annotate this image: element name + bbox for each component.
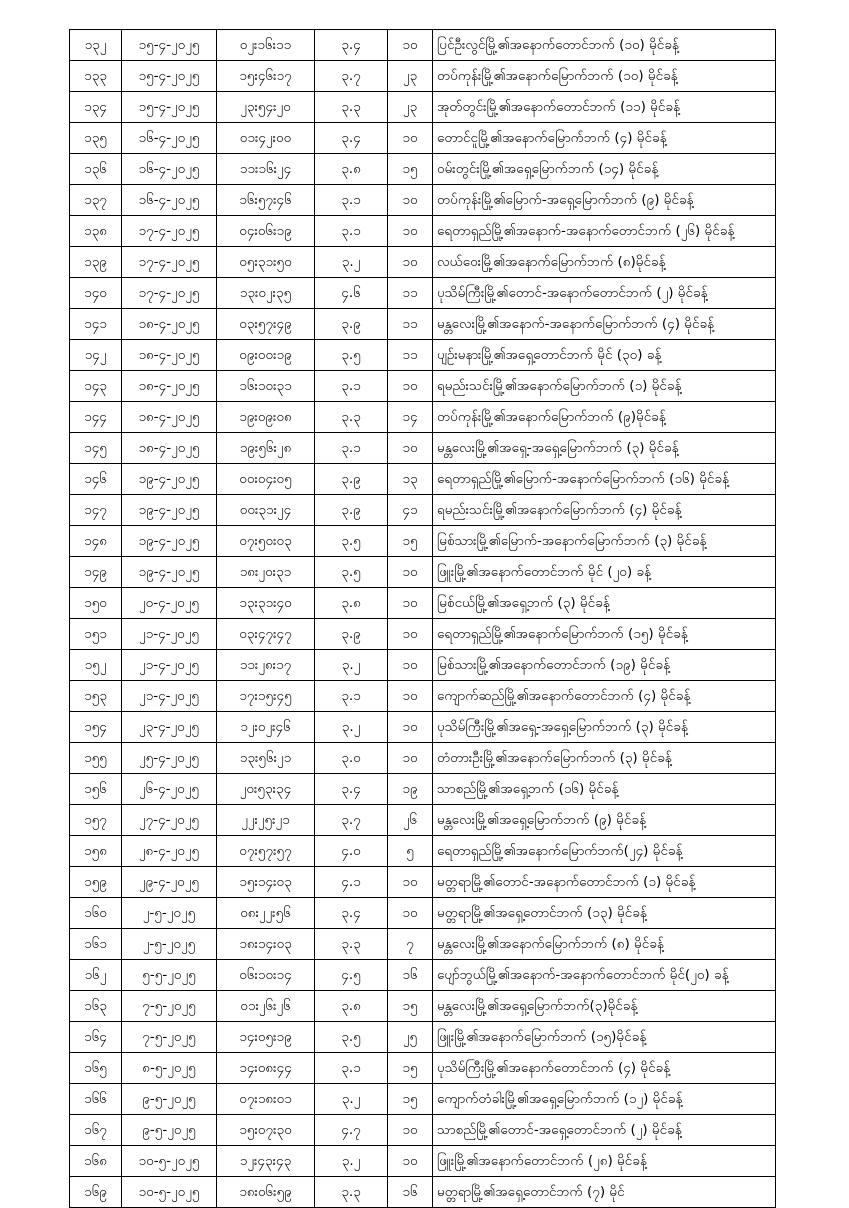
event-magnitude: ၄.၇ xyxy=(315,1115,388,1146)
event-depth: ၁၉ xyxy=(388,774,433,805)
event-date: ၂၉-၄-၂၀၂၅ xyxy=(122,867,217,898)
event-magnitude: ၃.၇ xyxy=(315,805,388,836)
table-row xyxy=(70,30,776,61)
row-number: ၁၆၅ xyxy=(70,1053,122,1084)
table-row xyxy=(70,1084,776,1115)
event-location: တပ်ကုန်းမြို့၏အနောက်မြောက်ဘက် (၁၀) မိုင်ခန့် xyxy=(433,61,776,92)
event-magnitude: ၃.၅ xyxy=(315,340,388,371)
event-location: ရေတာရှည်မြို့၏အနောက်မြောက်ဘက်(၂၄) မိုင်ခန့် xyxy=(433,836,776,867)
event-depth: ၁၅ xyxy=(388,526,433,557)
row-number: ၁၆၇ xyxy=(70,1115,122,1146)
table-row xyxy=(70,402,776,433)
event-depth: ၁၅ xyxy=(388,154,433,185)
event-magnitude: ၃.၃ xyxy=(315,1177,388,1208)
row-number: ၁၆၀ xyxy=(70,898,122,929)
row-number: ၁၅၄ xyxy=(70,712,122,743)
event-magnitude: ၃.၄ xyxy=(315,898,388,929)
event-location: ရေတာရှည်မြို့၏အနောက်မြောက်ဘက် (၁၅) မိုင်ခန့် xyxy=(433,619,776,650)
event-location: ရေတာရှည်မြို့၏မြောက်-အနောက်မြောက်ဘက် (၁၆) မိုင်ခန့် xyxy=(433,464,776,495)
event-location: တပ်ကုန်းမြို့၏မြောက်-အရှေ့မြောက်ဘက် (၉) မိုင်ခန့် xyxy=(433,185,776,216)
table-row xyxy=(70,588,776,619)
event-location: မန္တလေးမြို့၏အရှေ့မြောက်ဘက်(၃)မိုင်ခန့် xyxy=(433,991,776,1022)
row-number: ၁၄၂ xyxy=(70,340,122,371)
table-row xyxy=(70,619,776,650)
row-number: ၁၃၈ xyxy=(70,216,122,247)
row-number: ၁၅၈ xyxy=(70,836,122,867)
event-magnitude: ၃.၇ xyxy=(315,61,388,92)
event-time: ၀၅း၃၁း၅၀ xyxy=(217,247,315,278)
event-date: ၁၈-၄-၂၀၂၅ xyxy=(122,309,217,340)
event-depth: ၁၀ xyxy=(388,433,433,464)
event-magnitude: ၃.၄ xyxy=(315,123,388,154)
earthquake-log-table xyxy=(69,29,776,1208)
event-depth: ၁၀ xyxy=(388,30,433,61)
row-number: ၁၆၂ xyxy=(70,960,122,991)
event-depth: ၁၀ xyxy=(388,898,433,929)
table-row xyxy=(70,340,776,371)
table-row xyxy=(70,278,776,309)
event-time: ၁၈း၀၆း၅၉ xyxy=(217,1177,315,1208)
event-depth: ၄၁ xyxy=(388,495,433,526)
event-location: ပုသိမ်ကြီးမြို့၏အရှေ့-အရှေ့မြောက်ဘက် (၃) မိုင်ခန့် xyxy=(433,712,776,743)
event-location: ဝမ်းတွင်းမြို့၏အရှေ့မြောက်ဘက် (၁၄) မိုင်ခန့် xyxy=(433,154,776,185)
event-location: ကျောက်ဆည်မြို့၏အနောက်တောင်ဘက် (၄) မိုင်ခန့် xyxy=(433,681,776,712)
event-location: မန္တလေးမြို့၏အရှေ့-အရှေ့မြောက်ဘက် (၃) မိုင်ခန့် xyxy=(433,433,776,464)
event-date: ၂၁-၄-၂၀၂၅ xyxy=(122,681,217,712)
row-number: ၁၆၁ xyxy=(70,929,122,960)
event-magnitude: ၃.၉ xyxy=(315,619,388,650)
row-number: ၁၃၂ xyxy=(70,30,122,61)
event-magnitude: ၃.၈ xyxy=(315,991,388,1022)
event-depth: ၁၀ xyxy=(388,867,433,898)
event-time: ၂၂း၂၅း၂၁ xyxy=(217,805,315,836)
row-number: ၁၅၂ xyxy=(70,650,122,681)
event-location: မန္တလေးမြို့၏အနောက်မြောက်ဘက် (၈) မိုင်ခန့် xyxy=(433,929,776,960)
event-location: သာစည်မြို့၏အရှေ့ဘက် (၁၆) မိုင်ခန့် xyxy=(433,774,776,805)
event-depth: ၁၀ xyxy=(388,681,433,712)
event-location: မြစ်သားမြို့၏အနောက်တောင်ဘက် (၁၉) မိုင်ခန့် xyxy=(433,650,776,681)
table-row xyxy=(70,123,776,154)
event-time: ၁၆း၁၀း၃၁ xyxy=(217,371,315,402)
event-magnitude: ၃.၅ xyxy=(315,526,388,557)
event-magnitude: ၃.၉ xyxy=(315,464,388,495)
event-depth: ၁၀ xyxy=(388,123,433,154)
event-time: ၂၀း၅၃း၃၄ xyxy=(217,774,315,805)
row-number: ၁၅၀ xyxy=(70,588,122,619)
table-row xyxy=(70,247,776,278)
earthquake-log-page xyxy=(69,29,775,1208)
table-row xyxy=(70,464,776,495)
row-number: ၁၄၀ xyxy=(70,278,122,309)
table-row xyxy=(70,712,776,743)
event-magnitude: ၄.၁ xyxy=(315,867,388,898)
event-location: အုတ်တွင်းမြို့၏အနောက်တောင်ဘက် (၁၁) မိုင်ခန့် xyxy=(433,92,776,123)
event-magnitude: ၃.၉ xyxy=(315,309,388,340)
event-magnitude: ၄.၆ xyxy=(315,278,388,309)
event-depth: ၁၀ xyxy=(388,743,433,774)
event-depth: ၁၆ xyxy=(388,960,433,991)
event-magnitude: ၃.၈ xyxy=(315,154,388,185)
table-row xyxy=(70,92,776,123)
event-time: ၁၁း၂၈း၁၇ xyxy=(217,650,315,681)
event-date: ၈-၅-၂၀၂၅ xyxy=(122,1053,217,1084)
event-location: ပျဉ်းမနားမြို့၏အရှေ့တောင်ဘက် မိုင် (၃၀) ခန့် xyxy=(433,340,776,371)
event-depth: ၁၆ xyxy=(388,1177,433,1208)
event-date: ၁၆-၄-၂၀၂၅ xyxy=(122,185,217,216)
event-time: ၁၉း၅၆း၂၈ xyxy=(217,433,315,464)
event-date: ၂၁-၄-၂၀၂၅ xyxy=(122,619,217,650)
event-location: လယ်ဝေးမြို့၏အနောက်မြောက်ဘက် (၈)မိုင်ခန့် xyxy=(433,247,776,278)
event-date: ၁၇-၄-၂၀၂၅ xyxy=(122,247,217,278)
table-row xyxy=(70,650,776,681)
event-date: ၂၇-၄-၂၀၂၅ xyxy=(122,805,217,836)
event-time: ၁၂း၄၃း၄၃ xyxy=(217,1146,315,1177)
event-date: ၇-၅-၂၀၂၅ xyxy=(122,1022,217,1053)
event-depth: ၁၁ xyxy=(388,278,433,309)
event-depth: ၁၀ xyxy=(388,1146,433,1177)
event-time: ၀၇း၅၇း၅၇ xyxy=(217,836,315,867)
event-date: ၁၅-၄-၂၀၂၅ xyxy=(122,30,217,61)
event-location: မတ္တရာမြို့၏အရှေ့တောင်ဘက် (၇) မိုင် xyxy=(433,1177,776,1208)
event-depth: ၁၀ xyxy=(388,185,433,216)
event-magnitude: ၃.၃ xyxy=(315,92,388,123)
event-magnitude: ၃.၁ xyxy=(315,681,388,712)
event-time: ၁၃း၃၁း၄၀ xyxy=(217,588,315,619)
event-magnitude: ၃.၅ xyxy=(315,1022,388,1053)
event-time: ၁၅း၀၇း၃၀ xyxy=(217,1115,315,1146)
row-number: ၁၆၉ xyxy=(70,1177,122,1208)
event-time: ၁၈း၁၄း၀၃ xyxy=(217,929,315,960)
row-number: ၁၄၁ xyxy=(70,309,122,340)
event-time: ၀၆း၁၀း၁၄ xyxy=(217,960,315,991)
event-location: ပုသိမ်ကြီးမြို့၏တောင်-အနောက်တောင်ဘက် (၂) မိုင်ခန့် xyxy=(433,278,776,309)
event-date: ၂-၅-၂၀၂၅ xyxy=(122,929,217,960)
event-depth: ၁၀ xyxy=(388,557,433,588)
row-number: ၁၅၃ xyxy=(70,681,122,712)
event-location: ပျော်ဘွယ်မြို့၏အနောက်-အနောက်တောင်ဘက် မိုင်(၂၀) ခန့် xyxy=(433,960,776,991)
event-magnitude: ၃.၈ xyxy=(315,588,388,619)
table-row xyxy=(70,154,776,185)
row-number: ၁၄၅ xyxy=(70,433,122,464)
event-depth: ၁၀ xyxy=(388,247,433,278)
table-row xyxy=(70,371,776,402)
event-date: ၂၈-၄-၂၀၂၅ xyxy=(122,836,217,867)
table-row xyxy=(70,929,776,960)
table-row xyxy=(70,526,776,557)
event-depth: ၁၀ xyxy=(388,371,433,402)
event-date: ၉-၅-၂၀၂၅ xyxy=(122,1115,217,1146)
event-depth: ၁၅ xyxy=(388,1053,433,1084)
table-row xyxy=(70,1146,776,1177)
event-location: တောင်ငူမြို့၏အနောက်မြောက်ဘက် (၄) မိုင်ခန့် xyxy=(433,123,776,154)
event-magnitude: ၃.၂ xyxy=(315,1084,388,1115)
event-time: ၀၃း၄၇း၄၇ xyxy=(217,619,315,650)
event-time: ၁၁း၁၆း၂၄ xyxy=(217,154,315,185)
event-location: မြစ်ငယ်မြို့၏အရှေ့ဘက် (၃) မိုင်ခန့် xyxy=(433,588,776,619)
event-time: ၀၉း၀၀း၁၉ xyxy=(217,340,315,371)
table-row xyxy=(70,805,776,836)
event-magnitude: ၃.၁ xyxy=(315,433,388,464)
row-number: ၁၃၃ xyxy=(70,61,122,92)
table-row xyxy=(70,681,776,712)
event-depth: ၂၃ xyxy=(388,92,433,123)
row-number: ၁၄၉ xyxy=(70,557,122,588)
event-depth: ၁၀ xyxy=(388,588,433,619)
table-row xyxy=(70,1022,776,1053)
event-date: ၁၉-၄-၂၀၂၅ xyxy=(122,526,217,557)
event-date: ၁၉-၄-၂၀၂၅ xyxy=(122,557,217,588)
event-time: ၁၂း၀၂း၄၆ xyxy=(217,712,315,743)
row-number: ၁၅၅ xyxy=(70,743,122,774)
event-depth: ၁၄ xyxy=(388,402,433,433)
event-time: ၁၄း၀၅း၁၉ xyxy=(217,1022,315,1053)
event-depth: ၁၁ xyxy=(388,309,433,340)
event-time: ၁၃း၅၆း၂၁ xyxy=(217,743,315,774)
table-row xyxy=(70,557,776,588)
event-magnitude: ၃.၁ xyxy=(315,371,388,402)
event-magnitude: ၃.၁ xyxy=(315,185,388,216)
event-date: ၁၈-၄-၂၀၂၅ xyxy=(122,402,217,433)
event-time: ၀၇း၅၀း၀၃ xyxy=(217,526,315,557)
event-date: ၉-၅-၂၀၂၅ xyxy=(122,1084,217,1115)
table-row xyxy=(70,61,776,92)
row-number: ၁၆၃ xyxy=(70,991,122,1022)
row-number: ၁၆၆ xyxy=(70,1084,122,1115)
event-depth: ၁၀ xyxy=(388,712,433,743)
row-number: ၁၅၁ xyxy=(70,619,122,650)
event-depth: ၇ xyxy=(388,929,433,960)
event-location: ပုသိမ်ကြီးမြို့၏အနောက်တောင်ဘက် (၄) မိုင်ခန့် xyxy=(433,1053,776,1084)
table-row xyxy=(70,960,776,991)
event-date: ၁၅-၄-၂၀၂၅ xyxy=(122,92,217,123)
event-depth: ၂၃ xyxy=(388,61,433,92)
event-location: ဖြူးမြို့၏အနောက်မြောက်ဘက် (၁၅)မိုင်ခန့် xyxy=(433,1022,776,1053)
event-time: ၀၄း၀၆း၁၉ xyxy=(217,216,315,247)
event-magnitude: ၃.၅ xyxy=(315,557,388,588)
event-magnitude: ၃.၀ xyxy=(315,743,388,774)
event-location: မတ္တရာမြို့၏တောင်-အနောက်တောင်ဘက် (၁) မိုင်ခန့် xyxy=(433,867,776,898)
event-depth: ၁၃ xyxy=(388,464,433,495)
row-number: ၁၄၇ xyxy=(70,495,122,526)
event-date: ၁၈-၄-၂၀၂၅ xyxy=(122,340,217,371)
event-magnitude: ၃.၂ xyxy=(315,650,388,681)
event-date: ၁၆-၄-၂၀၂၅ xyxy=(122,154,217,185)
row-number: ၁၄၄ xyxy=(70,402,122,433)
event-location: တပ်ကုန်းမြို့၏အနောက်မြောက်ဘက် (၉)မိုင်ခန့် xyxy=(433,402,776,433)
table-row xyxy=(70,898,776,929)
event-magnitude: ၃.၄ xyxy=(315,30,388,61)
event-time: ၀၀း၀၄း၀၅ xyxy=(217,464,315,495)
event-time: ၁၃း၀၂း၃၅ xyxy=(217,278,315,309)
event-magnitude: ၃.၃ xyxy=(315,929,388,960)
table-row xyxy=(70,774,776,805)
event-location: ရမည်းသင်းမြို့၏အနောက်မြောက်ဘက် (၁) မိုင်ခန့် xyxy=(433,371,776,402)
event-time: ၁၇း၁၅း၄၅ xyxy=(217,681,315,712)
event-magnitude: ၃.၃ xyxy=(315,402,388,433)
event-magnitude: ၃.၁ xyxy=(315,216,388,247)
event-location: သာစည်မြို့၏တောင်-အရှေ့တောင်ဘက် (၂) မိုင်ခန့် xyxy=(433,1115,776,1146)
row-number: ၁၃၇ xyxy=(70,185,122,216)
event-location: တံတားဦးမြို့၏အနောက်မြောက်ဘက် (၃) မိုင်ခန့် xyxy=(433,743,776,774)
table-row xyxy=(70,836,776,867)
event-location: ဖြူးမြို့၏အနောက်တောင်ဘက် မိုင် (၂၀) ခန့် xyxy=(433,557,776,588)
event-location: မြစ်သားမြို့၏မြောက်-အနောက်မြောက်ဘက် (၃) မိုင်ခန့် xyxy=(433,526,776,557)
row-number: ၁၅၆ xyxy=(70,774,122,805)
table-row xyxy=(70,743,776,774)
table-row xyxy=(70,433,776,464)
row-number: ၁၅၉ xyxy=(70,867,122,898)
event-date: ၁၅-၄-၂၀၂၅ xyxy=(122,61,217,92)
event-time: ၁၅း၁၄း၀၃ xyxy=(217,867,315,898)
table-row xyxy=(70,495,776,526)
table-row xyxy=(70,216,776,247)
event-date: ၅-၅-၂၀၂၅ xyxy=(122,960,217,991)
event-date: ၂၀-၄-၂၀၂၅ xyxy=(122,588,217,619)
row-number: ၁၃၆ xyxy=(70,154,122,185)
event-time: ၀၇း၁၈း၀၁ xyxy=(217,1084,315,1115)
event-date: ၁၉-၄-၂၀၂၅ xyxy=(122,495,217,526)
event-depth: ၅ xyxy=(388,836,433,867)
event-location: မန္တလေးမြို့၏အနောက်-အနောက်မြောက်ဘက် (၄) မိုင်ခန့် xyxy=(433,309,776,340)
event-location: မတ္တရာမြို့၏အရှေ့တောင်ဘက် (၁၃) မိုင်ခန့် xyxy=(433,898,776,929)
event-location: ဖြူးမြို့၏အနောက်တောင်ဘက် (၂၈) မိုင်ခန့် xyxy=(433,1146,776,1177)
event-time: ၀၃း၅၇း၄၉ xyxy=(217,309,315,340)
event-time: ၀၁း၄၂း၀၀ xyxy=(217,123,315,154)
event-time: ၀၁း၂၆း၂၆ xyxy=(217,991,315,1022)
event-depth: ၁၀ xyxy=(388,650,433,681)
event-time: ၁၉း၀၉း၀၈ xyxy=(217,402,315,433)
row-number: ၁၄၆ xyxy=(70,464,122,495)
event-magnitude: ၃.၄ xyxy=(315,774,388,805)
event-date: ၁၈-၄-၂၀၂၅ xyxy=(122,433,217,464)
event-date: ၁၀-၅-၂၀၂၅ xyxy=(122,1146,217,1177)
event-date: ၂-၅-၂၀၂၅ xyxy=(122,898,217,929)
row-number: ၁၆၄ xyxy=(70,1022,122,1053)
event-magnitude: ၃.၁ xyxy=(315,1053,388,1084)
event-depth: ၁၁ xyxy=(388,340,433,371)
event-magnitude: ၄.၅ xyxy=(315,960,388,991)
row-number: ၁၃၄ xyxy=(70,92,122,123)
event-time: ၀၂း၁၆း၁၁ xyxy=(217,30,315,61)
table-body xyxy=(70,30,776,1208)
event-location: ကျောက်တံခါးမြို့၏အရှေ့မြောက်ဘက် (၁၂) မိုင်ခန့် xyxy=(433,1084,776,1115)
event-location: မန္တလေးမြို့၏အရှေ့မြောက်ဘက် (၉) မိုင်ခန့် xyxy=(433,805,776,836)
row-number: ၁၃၅ xyxy=(70,123,122,154)
event-magnitude: ၃.၂ xyxy=(315,712,388,743)
event-depth: ၁၅ xyxy=(388,991,433,1022)
table-row xyxy=(70,991,776,1022)
row-number: ၁၅၇ xyxy=(70,805,122,836)
row-number: ၁၃၉ xyxy=(70,247,122,278)
row-number: ၁၄၈ xyxy=(70,526,122,557)
event-date: ၁၇-၄-၂၀၂၅ xyxy=(122,278,217,309)
event-date: ၁၀-၅-၂၀၂၅ xyxy=(122,1177,217,1208)
event-date: ၂၃-၄-၂၀၂၅ xyxy=(122,712,217,743)
event-magnitude: ၄.၀ xyxy=(315,836,388,867)
event-time: ၁၆း၅၇း၄၆ xyxy=(217,185,315,216)
table-row xyxy=(70,1115,776,1146)
event-magnitude: ၃.၂ xyxy=(315,1146,388,1177)
event-date: ၂၁-၄-၂၀၂၅ xyxy=(122,650,217,681)
event-depth: ၁၀ xyxy=(388,216,433,247)
table-row xyxy=(70,185,776,216)
table-row xyxy=(70,309,776,340)
table-row xyxy=(70,1053,776,1084)
event-date: ၁၆-၄-၂၀၂၅ xyxy=(122,123,217,154)
event-time: ၁၈း၂၀း၃၁ xyxy=(217,557,315,588)
event-location: ရမည်းသင်းမြို့၏အနောက်မြောက်ဘက် (၄) မိုင်ခန့် xyxy=(433,495,776,526)
event-location: ရေတာရှည်မြို့၏အနောက်-အနောက်တောင်ဘက် (၂၆) မိုင်ခန့် xyxy=(433,216,776,247)
event-date: ၂၅-၄-၂၀၂၅ xyxy=(122,743,217,774)
event-magnitude: ၃.၂ xyxy=(315,247,388,278)
event-depth: ၁၀ xyxy=(388,619,433,650)
event-time: ၁၄း၀၈း၄၄ xyxy=(217,1053,315,1084)
table-row xyxy=(70,1177,776,1208)
event-depth: ၁၀ xyxy=(388,1115,433,1146)
event-time: ၀၀း၃၁း၂၄ xyxy=(217,495,315,526)
event-depth: ၂၅ xyxy=(388,1022,433,1053)
event-time: ၁၅း၄၆း၁၇ xyxy=(217,61,315,92)
event-location: ပြင်ဦးလွင်မြို့၏အနောက်တောင်ဘက် (၁၀) မိုင်ခန့် xyxy=(433,30,776,61)
event-depth: ၂၆ xyxy=(388,805,433,836)
event-magnitude: ၃.၉ xyxy=(315,495,388,526)
event-depth: ၁၅ xyxy=(388,1084,433,1115)
event-time: ၀၈း၂၂း၅၆ xyxy=(217,898,315,929)
event-date: ၇-၅-၂၀၂၅ xyxy=(122,991,217,1022)
event-time: ၂၃း၅၄း၂၀ xyxy=(217,92,315,123)
event-date: ၁၈-၄-၂၀၂၅ xyxy=(122,371,217,402)
event-date: ၁၉-၄-၂၀၂၅ xyxy=(122,464,217,495)
row-number: ၁၆၈ xyxy=(70,1146,122,1177)
table-row xyxy=(70,867,776,898)
event-date: ၂၆-၄-၂၀၂၅ xyxy=(122,774,217,805)
event-date: ၁၇-၄-၂၀၂၅ xyxy=(122,216,217,247)
row-number: ၁၄၃ xyxy=(70,371,122,402)
